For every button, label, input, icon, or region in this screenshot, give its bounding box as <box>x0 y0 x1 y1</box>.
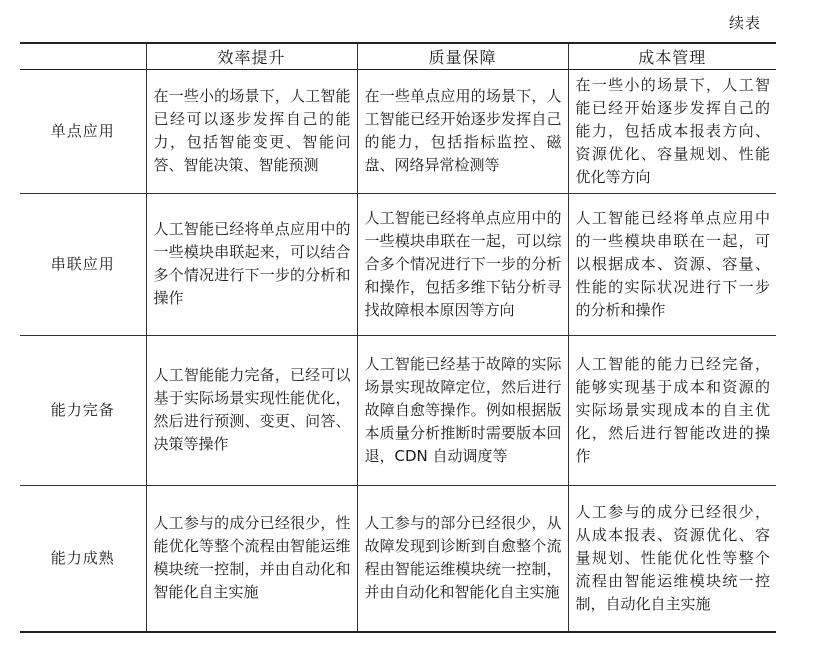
comparison-table <box>20 42 776 633</box>
table-cell <box>357 335 568 485</box>
row-label: 串联应用 <box>20 193 146 335</box>
table-header <box>20 43 776 69</box>
table-cell <box>568 485 776 632</box>
table-cell <box>146 335 357 485</box>
table-cell <box>357 69 568 193</box>
table-cell <box>146 485 357 632</box>
cell-text: 人工智能已经将单点应用中的一些模块串联在一起，可以综合多个情况进行下一步的分析和操作，包括多维下钻分析寻找故障根本原因等方向 <box>364 208 562 319</box>
table-cell <box>146 193 357 335</box>
header-quality: 质量保障 <box>357 43 568 69</box>
cell-text: 人工参与的成分已经很少，性能优化等整个流程由智能运维模块统一控制，并由自动化和智能化自主实施 <box>153 514 351 602</box>
table-cell <box>568 69 776 193</box>
table-cell <box>357 193 568 335</box>
table-row <box>20 69 776 193</box>
cell-text: 人工智能已经将单点应用中的一些模块串联在一起，可以根据成本、资源、容量、性能的实际状况进行下一步的分析和操作 <box>575 208 770 319</box>
header-efficiency: 效率提升 <box>146 43 357 69</box>
table-row <box>20 485 776 632</box>
table-row <box>20 193 776 335</box>
cell-text: 在一些小的场景下，人工智能已经开始逐步发挥自己的能力，包括成本报表方向、资源优化、容量规划、性能优化等方向 <box>575 75 770 186</box>
cell-text: 人工参与的成分已经很少，从成本报表、资源优化、容量规划、性能优化性等整个流程由智能运维模块统一控制，自动化自主实施 <box>575 502 770 613</box>
row-label: 单点应用 <box>20 69 146 193</box>
cell-text: 人工智能已经将单点应用中的一些模块串联起来，可以结合多个情况进行下一步的分析和操作 <box>153 220 351 307</box>
table-cell <box>568 335 776 485</box>
row-label: 能力完备 <box>20 335 146 485</box>
cell-text: 人工智能的能力已经完备，能够实现基于成本和资源的实际场景实现成本的自主优化，然后进行智能改进的操作 <box>575 354 770 465</box>
table-cell <box>357 485 568 632</box>
table-row <box>20 335 776 485</box>
header-row <box>20 43 776 69</box>
cell-text: 人工智能已经基于故障的实际场景实现故障定位，然后进行故障自愈等操作。例如根据版本质量分析推断时需要版本回退，CDN 自动调度等 <box>364 354 562 465</box>
table-cell <box>568 193 776 335</box>
table-cell <box>146 69 357 193</box>
cell-text: 在一些小的场景下，人工智能已经可以逐步发挥自己的能力，包括智能变更、智能问答、智能决策、智能预测 <box>153 87 351 174</box>
continued-label: 续表 <box>728 14 761 32</box>
row-label: 能力成熟 <box>20 485 146 632</box>
cell-text: 人工参与的部分已经很少，从故障发现到诊断到自愈整个流程由智能运维模块统一控制，并由自动化和智能化自主实施 <box>364 514 562 602</box>
header-cost: 成本管理 <box>568 43 776 69</box>
cell-text: 人工智能能力完备，已经可以基于实际场景实现性能优化，然后进行预测、变更、问答、决策等操作 <box>153 366 351 453</box>
cell-text: 在一些单点应用的场景下，人工智能已经开始逐步发挥自己的能力，包括指标监控、磁盘、网络异常检测等 <box>364 87 562 174</box>
header-corner <box>20 43 146 69</box>
table-body <box>20 69 776 632</box>
